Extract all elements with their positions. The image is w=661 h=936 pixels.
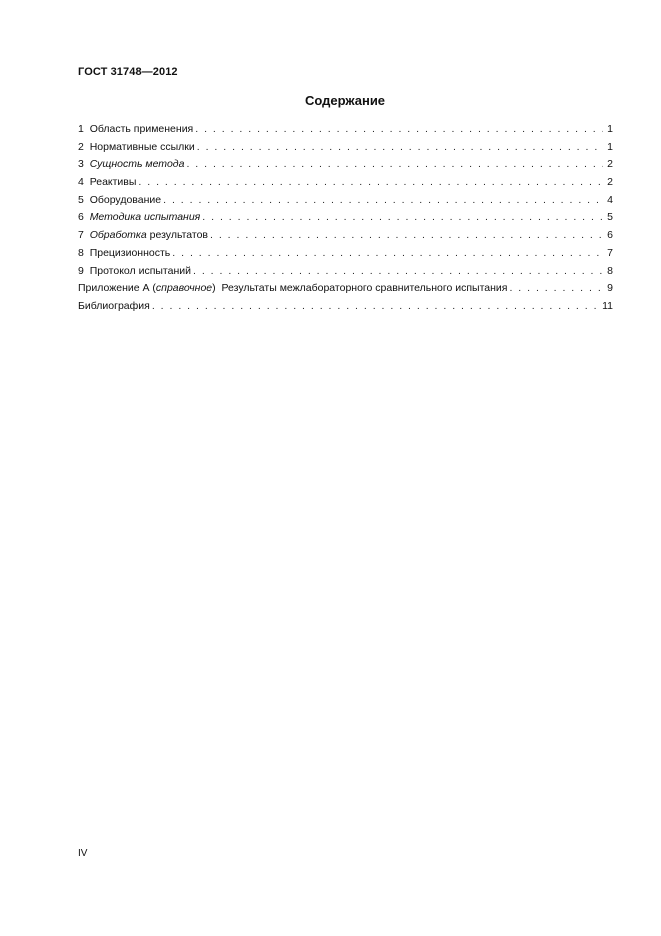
toc-entry-page: 11 (602, 299, 613, 312)
document-header: ГОСТ 31748—2012 (78, 66, 178, 78)
dot-leader (163, 192, 603, 210)
toc-entry[interactable] (78, 156, 613, 174)
toc-entry[interactable] (78, 192, 613, 210)
toc-entry-label (78, 245, 170, 263)
toc-entry-number: 1 (78, 123, 84, 135)
toc-entry-italic-text: Обработка (89, 229, 147, 242)
toc-entry[interactable] (78, 174, 613, 192)
toc-entry-text: Область применения (89, 123, 194, 135)
dot-leader (509, 280, 603, 298)
toc-entry-italic-text: Сущность метода (89, 158, 185, 171)
toc-entry-page: 2 (607, 176, 613, 189)
toc-entry-label (78, 192, 161, 210)
toc-entry-page: 1 (607, 140, 613, 153)
toc-entry-page: 6 (607, 229, 613, 242)
toc-entry-italic-text: Методика испытания (89, 211, 201, 224)
toc-entry-label (78, 139, 195, 157)
toc-entry-page: 4 (607, 193, 613, 206)
table-of-contents (78, 121, 613, 316)
toc-entry-label (78, 121, 193, 139)
toc-entry[interactable] (78, 263, 613, 281)
toc-entry-text: Оборудование (89, 193, 162, 206)
toc-entry-text: Прецизионность (89, 246, 171, 259)
toc-entry-number: 5 (78, 193, 84, 206)
toc-entry-italic-text: справочное (155, 282, 213, 295)
toc-entry-text: Библиография (78, 299, 150, 312)
toc-entry[interactable] (78, 298, 613, 316)
dot-leader (193, 263, 603, 281)
toc-entry-label (78, 298, 150, 316)
toc-entry-page: 2 (607, 158, 613, 171)
toc-entry-text: Протокол испытаний (89, 264, 191, 277)
toc-entry-page: 8 (607, 264, 613, 277)
toc-entry-number: 3 (78, 158, 84, 171)
toc-entry-page: 7 (607, 246, 613, 259)
toc-entry-label (78, 280, 507, 298)
toc-entry-text: Нормативные ссылки (89, 140, 195, 153)
dot-leader (172, 245, 603, 263)
toc-entry-label (78, 209, 200, 227)
toc-entry-text: ) Результаты межлабораторного сравнительного испытания (212, 282, 508, 295)
dot-leader (186, 156, 603, 174)
toc-entry-number: 7 (78, 229, 84, 242)
page-number: IV (78, 848, 88, 859)
toc-entry[interactable] (78, 209, 613, 227)
toc-entry-number: 6 (78, 211, 84, 224)
toc-entry-page: 9 (607, 282, 613, 295)
toc-entry[interactable] (78, 245, 613, 263)
toc-entry-number: 9 (78, 264, 84, 277)
toc-entry-page: 1 (607, 123, 613, 135)
toc-entry-number: 4 (78, 176, 84, 189)
dot-leader (202, 209, 603, 227)
page-title: Содержание (304, 93, 386, 108)
dot-leader (138, 174, 603, 192)
toc-entry-page: 5 (607, 211, 613, 224)
dot-leader (197, 139, 603, 157)
toc-entry-label (78, 263, 191, 281)
toc-entry-text: Реактивы (89, 176, 137, 189)
toc-entry-text: Приложение А ( (78, 282, 156, 295)
toc-entry[interactable] (78, 280, 613, 298)
toc-entry-text: результатов (146, 229, 209, 242)
dot-leader (195, 121, 603, 139)
toc-entry-label (78, 156, 184, 174)
dot-leader (210, 227, 603, 245)
dot-leader (152, 298, 600, 316)
toc-entry-number: 8 (78, 246, 84, 259)
toc-entry[interactable] (78, 121, 613, 139)
toc-entry[interactable] (78, 227, 613, 245)
toc-entry-label (78, 227, 208, 245)
toc-entry-label (78, 174, 136, 192)
toc-entry[interactable] (78, 139, 613, 157)
toc-entry-number: 2 (78, 140, 84, 153)
